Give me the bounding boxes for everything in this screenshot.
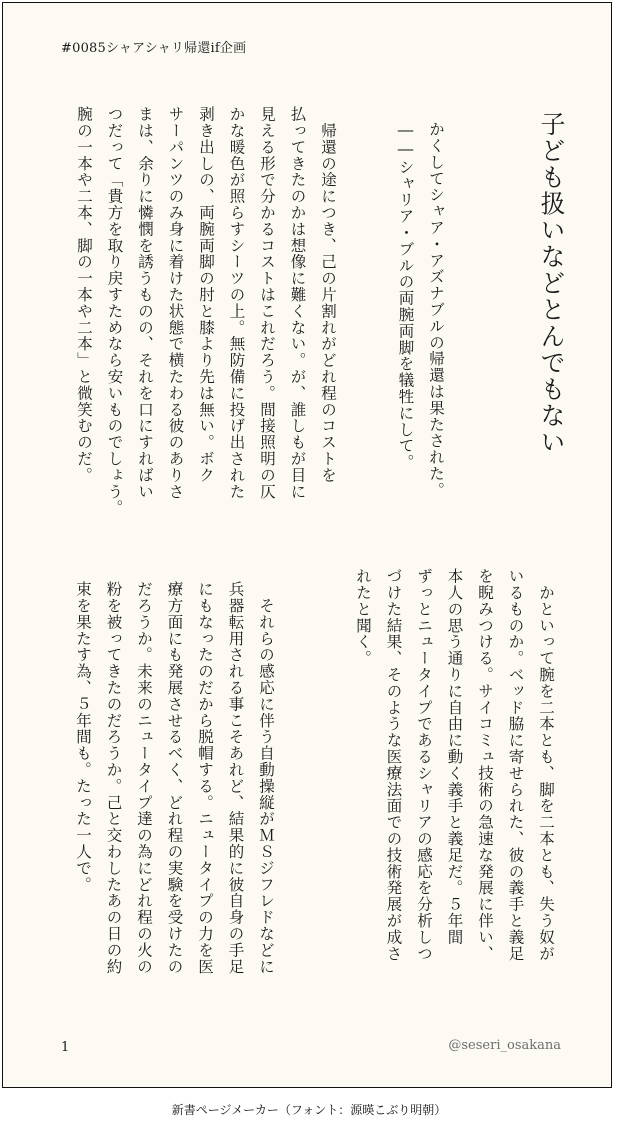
body-line: ずっとニュータイプであるシャリアの感応を分析しつ	[415, 568, 433, 962]
intro-line: かくしてシャア・アズナブルの帰還は果たされた。	[427, 121, 445, 499]
body-line: づけた結果、そのような医療法面での技術発展が成さ	[384, 568, 403, 962]
page-number: 1	[61, 1040, 70, 1055]
body-line: 兵器転用される事こそあれど、結果的に彼自身の手足	[226, 581, 245, 975]
body-line: 本人の思う通りに自由に動く義手と義足だ。５年間	[445, 568, 464, 946]
body-line: だろうか。未来のニュータイプ達の為にどれ程の火の	[135, 581, 153, 975]
body-upper-block	[69, 106, 344, 536]
header-tag: #0085シャアシャリ帰還if企画	[61, 41, 247, 56]
body-line: 見える形で分かるコストはこれだろう。間接照明の仄	[258, 106, 276, 500]
body-line: かな暖色が照らすシーツの上。無防備に投げ出された	[227, 106, 246, 500]
body-line: 剥き出しの、両腕両脚の肘と膝より先は無い。ボク	[197, 106, 215, 484]
footer-caption: 新書ページメーカー（フォント：源暎こぶり明朝）	[171, 1103, 447, 1117]
body-line: れたと聞く。	[354, 568, 372, 667]
intro-block	[390, 121, 451, 498]
body-line: まは、余りに憐憫を誘うものの、それを口にすればい	[136, 106, 154, 500]
novel-page	[2, 2, 612, 1088]
body-line: 療方面にも発展させるべく、どれ程の実験を受けたの	[165, 581, 184, 975]
body-lower-left-block	[68, 581, 282, 1001]
intro-line: ――シャリア・ブルの両腕両脚を犠牲にして。	[396, 121, 415, 471]
body-line: 束を果たす為、５年間も。たった一人で。	[74, 581, 92, 893]
story-title: 子ども扱いなどとんでもない	[537, 111, 566, 456]
body-line: 払ってきたのかは想像に難くない。が、誰しもが目に	[288, 106, 307, 500]
body-line: かといって腕を二本とも、脚を二本とも、失う奴が	[537, 568, 555, 962]
body-line: 腕の一本や二本、脚の一本や二本」と微笑むのだ。	[75, 106, 93, 484]
author-handle: @seseri_osakana	[448, 1038, 561, 1053]
body-line: サーパンツのみ身に着けた状態で横たわる彼のありさ	[166, 106, 185, 500]
body-line: いるものか。ベッド脇に寄せられた、彼の義手と義足	[506, 568, 525, 962]
body-line: 粉を被ってきたのだろうか。己と交わしたあの日の約	[104, 581, 123, 975]
body-line: を睨みつける。サイコミュ技術の急速な発展に伴い、	[476, 568, 494, 962]
body-line: つだって「貴方を取り戻すためなら安いものでしょう。	[105, 106, 124, 516]
body-line: それらの感応に伴う自動操縦がＭＳジフレドなどに	[257, 581, 275, 975]
body-line: にもなったのだから脱帽する。ニュータイプの力を医	[196, 581, 214, 975]
body-line: 帰還の途につき、己の片割れがどれ程のコストを	[319, 106, 337, 484]
body-lower-right-block	[348, 568, 562, 998]
